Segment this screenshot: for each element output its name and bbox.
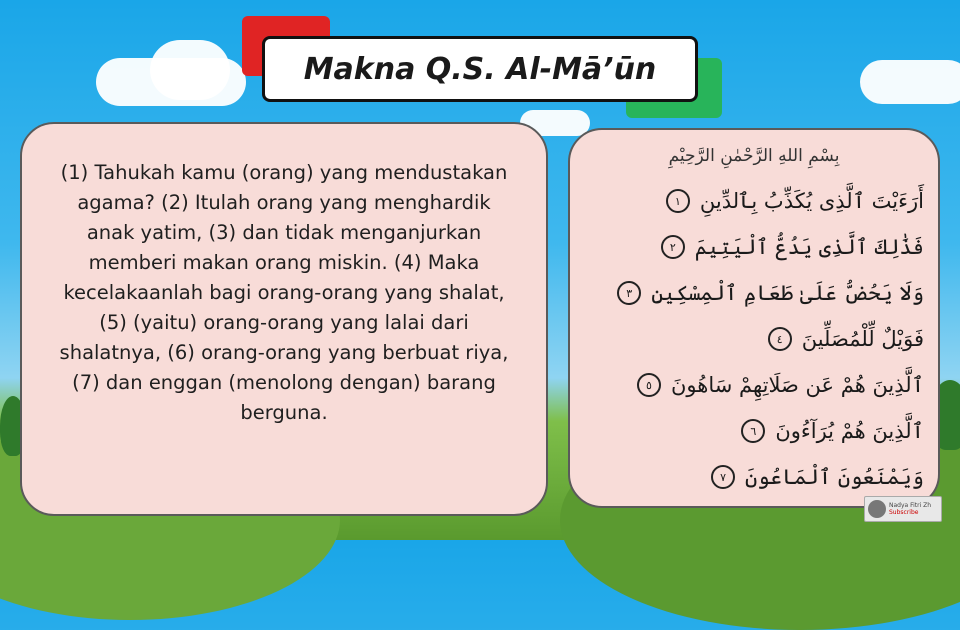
ayah-1-text: أَرَءَيْتَ ٱلَّذِى يُكَذِّبُ بِٱلدِّينِ	[699, 189, 924, 213]
ayah-4-text: فَوَيْلٌ لِّلْمُصَلِّينَ	[801, 327, 924, 351]
ayah-4-number: ٤	[768, 327, 792, 351]
channel-name: Nadya Fitri Zh	[889, 502, 932, 509]
ayah-5-text: ٱلَّذِينَ هُمْ عَن صَلَاتِهِمْ سَاهُونَ	[670, 373, 924, 397]
channel-avatar	[868, 500, 886, 518]
ayah-2	[584, 224, 924, 270]
ayah-6	[584, 408, 924, 454]
title-banner	[262, 36, 698, 102]
ayah-7-text: وَيَمْنَعُونَ ٱلْمَاعُونَ	[745, 465, 924, 489]
verses-panel	[568, 128, 940, 508]
ayah-7	[584, 454, 924, 500]
ayah-1	[584, 178, 924, 224]
ayah-1-number: ١	[666, 189, 690, 213]
ayah-5	[584, 362, 924, 408]
meaning-text: (1) Tahukah kamu (orang) yang mendustakan agama? (2) Itulah orang yang menghardik anak yatim, (3) dan tidak menganjurkan memberi makan orang miskin. (4) Maka kecelakaanlah bagi orang-orang yang shalat, (5) (yaitu) orang-orang yang lalai dari shalatnya, (6) orang-orang yang berbuat riya, (7) dan enggan (menolong dengan) barang berguna.	[59, 161, 509, 424]
ayah-2-text: فَذَٰلِكَ ٱلَّذِى يَدُعُّ ٱلْيَتِيمَ	[694, 235, 924, 259]
page-title: Makna Q.S. Al-Mā’ūn	[303, 51, 657, 87]
ayah-7-number: ٧	[711, 465, 735, 489]
ayah-2-number: ٢	[661, 235, 685, 259]
subscribe-label: Subscribe	[889, 509, 919, 516]
channel-watermark[interactable]	[864, 496, 942, 522]
ayah-5-number: ٥	[637, 373, 661, 397]
cloud-right	[860, 60, 960, 104]
ayah-3-number: ٣	[617, 281, 641, 305]
ayah-3-text: وَلَا يَحُضُّ عَلَىٰ طَعَامِ ٱلْمِسْكِينِ	[651, 281, 924, 305]
cloud-left-puff	[150, 40, 230, 100]
meaning-panel	[20, 122, 548, 516]
ayah-6-text: ٱلَّذِينَ هُمْ يُرَآءُونَ	[775, 419, 924, 443]
ayah-3	[584, 270, 924, 316]
ayah-4	[584, 316, 924, 362]
ayah-list	[584, 178, 924, 500]
bismillah-calligraphy: بِسْمِ اللهِ الرَّحْمٰنِ الرَّحِيْمِ	[668, 146, 840, 166]
ayah-6-number: ٦	[741, 419, 765, 443]
